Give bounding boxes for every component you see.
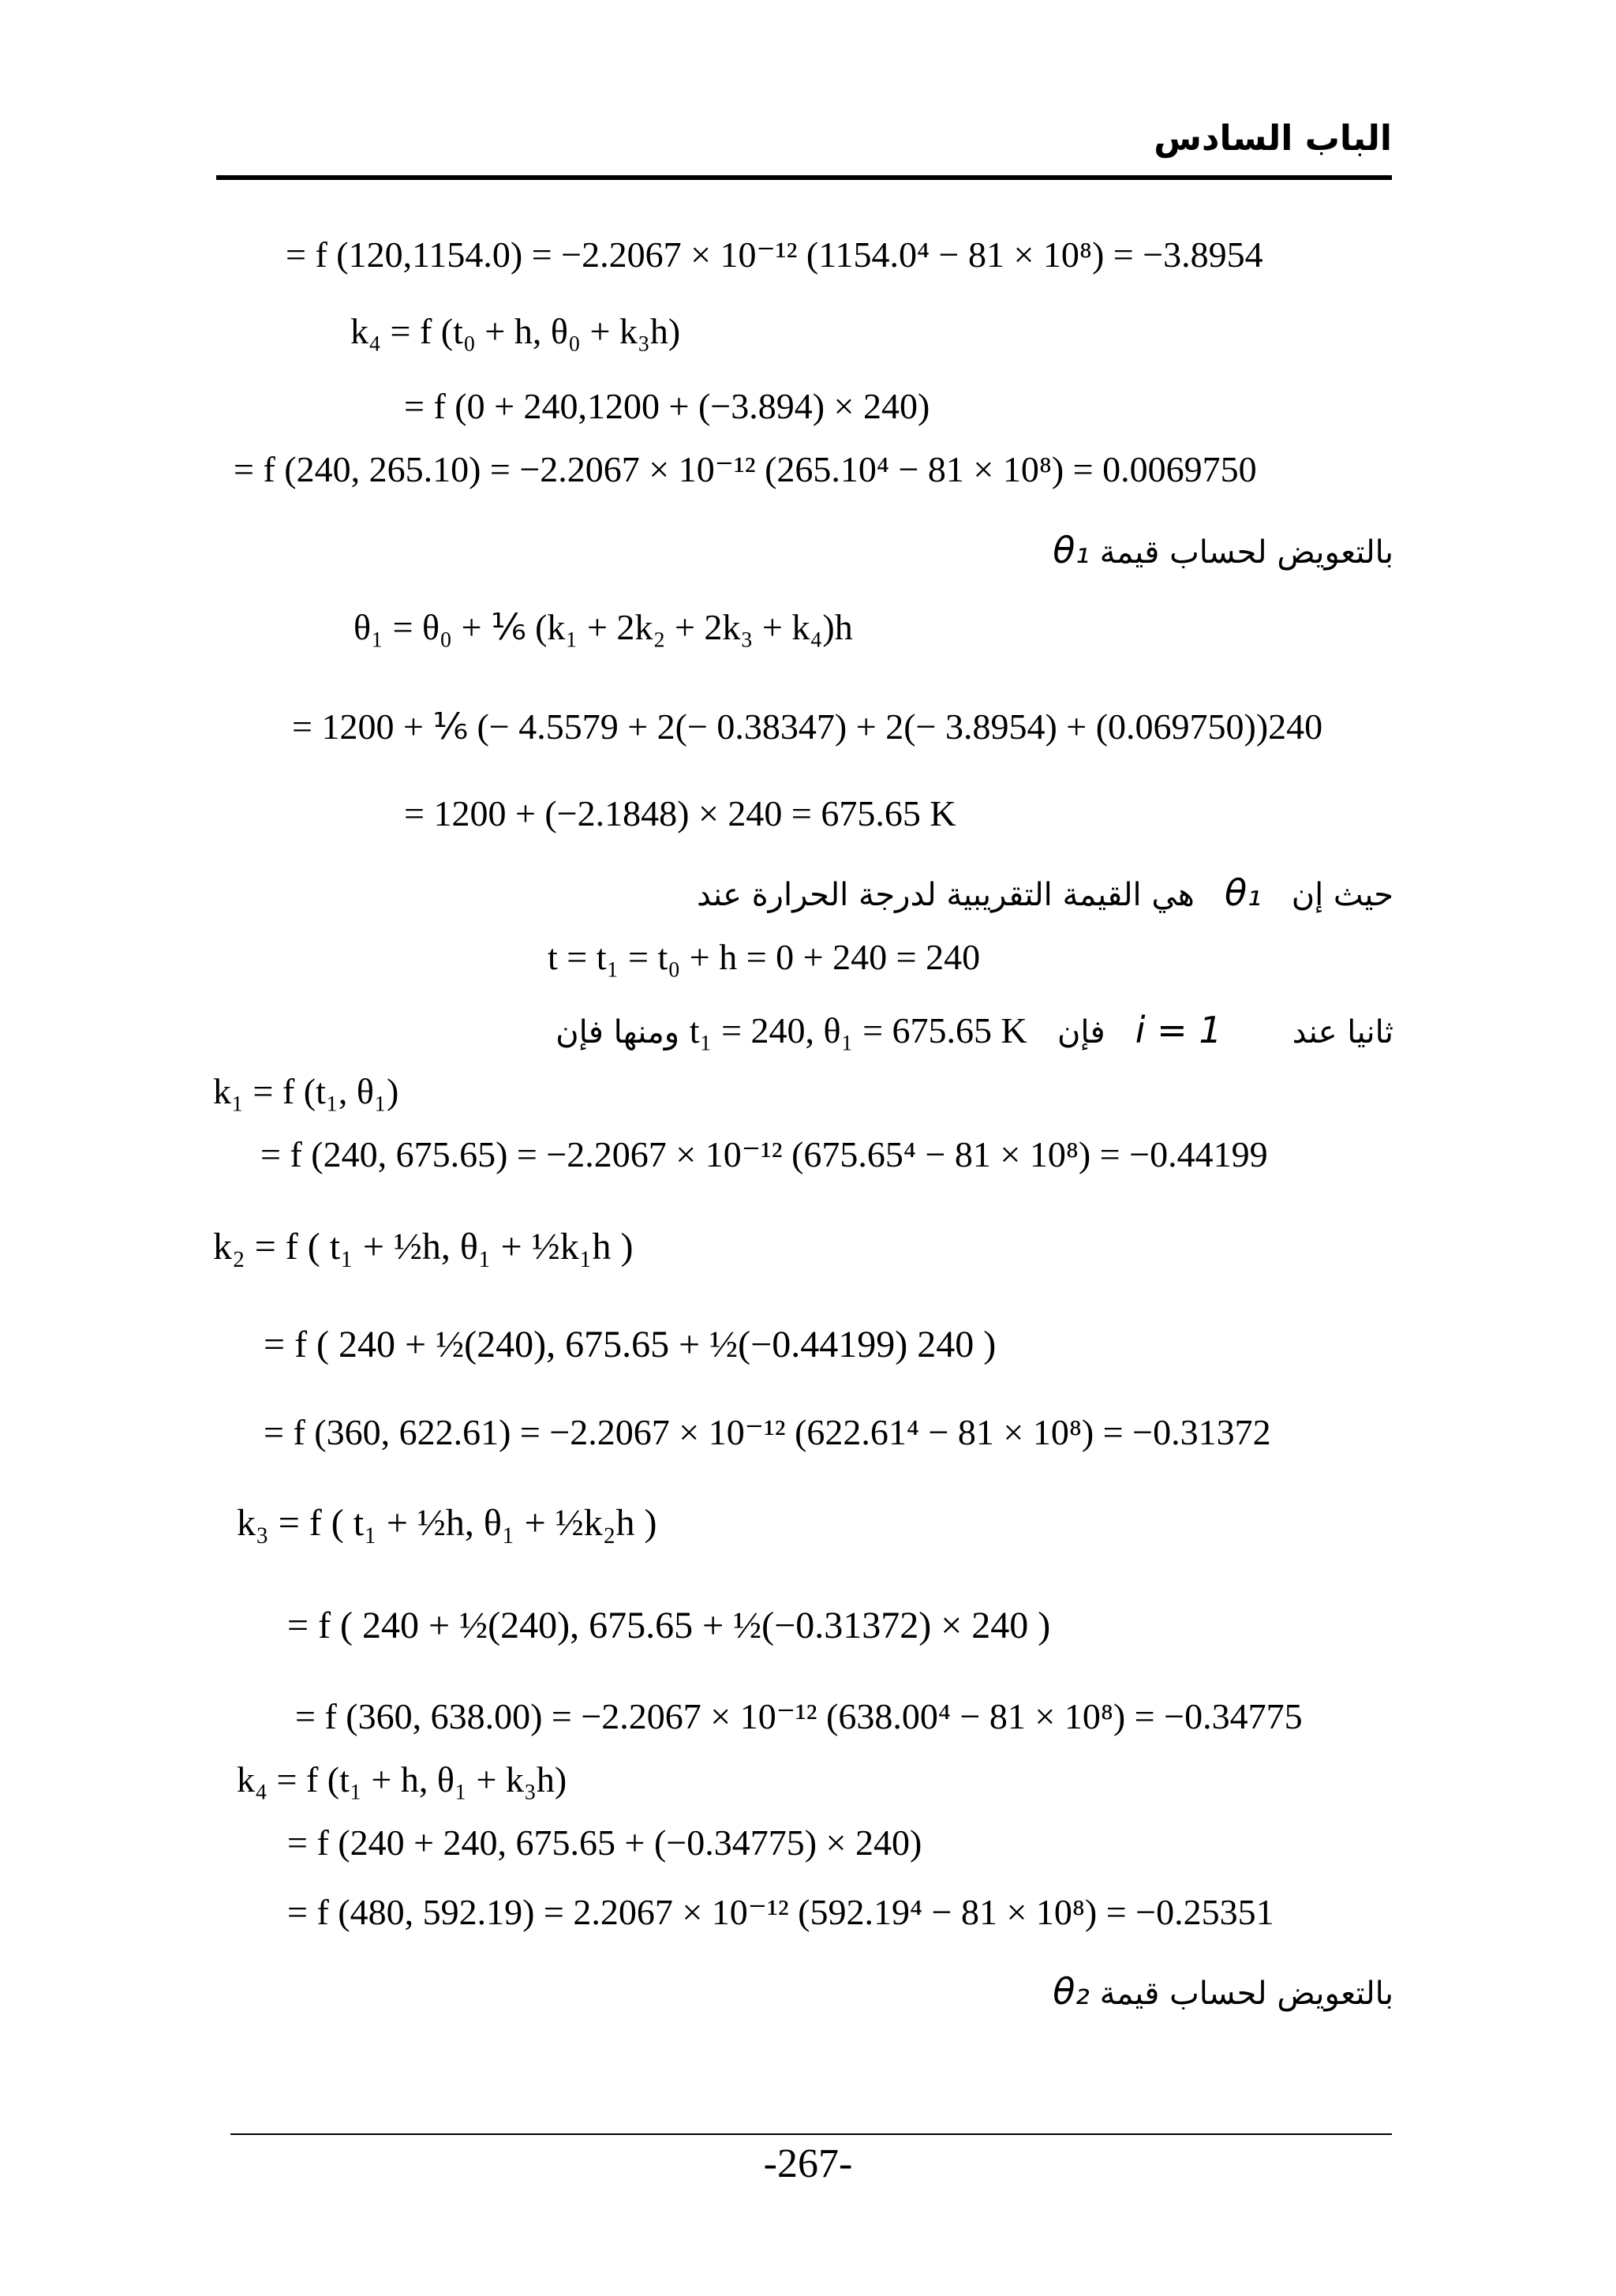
equation-line: = 1200 + ⅙ (− 4.5579 + 2(− 0.38347) + 2(− 3.8954) + (0.069750))240 [292, 706, 1323, 747]
arabic-phrase: بالتعويض لحساب قيمة [1099, 1976, 1393, 2012]
equation-line: = f (480, 592.19) = 2.2067 × 10⁻¹² (592.19⁴ − 81 × 10⁸) = −0.25351 [287, 1892, 1274, 1932]
theta-symbol: θ₂ [1053, 1970, 1090, 2013]
math-inline: i = 1 [1135, 1009, 1222, 1051]
arabic-phrase: حيث إن [1291, 877, 1393, 913]
equation-line: k₁ = f (t₁, θ₁) [213, 1071, 399, 1111]
equation-line: = 1200 + (−2.1848) × 240 = 675.65 K [404, 793, 956, 833]
arabic-text [556, 1009, 1393, 1051]
chapter-header: الباب السادس [1154, 118, 1392, 159]
equation-line: k₄ = f (t₁ + h, θ₁ + k₃h) [237, 1759, 567, 1800]
equation-line: = f (120,1154.0) = −2.2067 × 10⁻¹² (1154.0⁴ − 81 × 10⁸) = −3.8954 [286, 234, 1263, 275]
arabic-text [697, 871, 1393, 914]
equation-line: = f (240, 675.65) = −2.2067 × 10⁻¹² (675.65⁴ − 81 × 10⁸) = −0.44199 [260, 1134, 1268, 1174]
equation-line: = f ( 240 + ½(240), 675.65 + ½(−0.44199) 240 ) [264, 1324, 997, 1365]
header-rule [216, 175, 1392, 180]
equation-line: k₄ = f (t₀ + h, θ₀ + k₃h) [350, 311, 681, 351]
theta-symbol: θ₁ [1053, 529, 1090, 571]
equation-line: t = t₁ = t₀ + h = 0 + 240 = 240 [548, 937, 981, 977]
equation-line: = f (240, 265.10) = −2.2067 × 10⁻¹² (265.10⁴ − 81 × 10⁸) = 0.0069750 [234, 449, 1257, 489]
page-number: -267- [763, 2141, 853, 2186]
equation-line: = f (0 + 240,1200 + (−3.894) × 240) [404, 386, 930, 426]
equation-line: k₃ = f ( t₁ + ½h, θ₁ + ½k₂h ) [237, 1502, 657, 1544]
arabic-phrase: بالتعويض لحساب قيمة [1099, 534, 1393, 571]
equation-line: = f (240 + 240, 675.65 + (−0.34775) × 240) [287, 1822, 922, 1863]
arabic-phrase: فإن [1057, 1014, 1105, 1051]
arabic-phrase: ثانيا عند [1292, 1014, 1393, 1051]
math-inline: t₁ = 240, θ₁ = 675.65 K [689, 1010, 1027, 1051]
equation-line: = f (360, 638.00) = −2.2067 × 10⁻¹² (638.00⁴ − 81 × 10⁸) = −0.34775 [295, 1696, 1303, 1736]
theta-symbol: θ₁ [1224, 871, 1262, 914]
footer-rule [230, 2133, 1392, 2135]
arabic-text [1053, 529, 1393, 571]
equation-line: θ₁ = θ₀ + ⅙ (k₁ + 2k₂ + 2k₃ + k₄)h [354, 607, 853, 647]
equation-line: = f (360, 622.61) = −2.2067 × 10⁻¹² (622.61⁴ − 81 × 10⁸) = −0.31372 [264, 1412, 1271, 1452]
arabic-phrase: ومنها فإن [556, 1014, 680, 1051]
equation-line: k₂ = f ( t₁ + ½h, θ₁ + ½k₁h ) [213, 1226, 634, 1268]
arabic-text [1053, 1970, 1393, 2013]
equation-line: = f ( 240 + ½(240), 675.65 + ½(−0.31372) × 240 ) [287, 1605, 1051, 1646]
arabic-phrase: هي القيمة التقريبية لدرجة الحرارة عند [697, 877, 1195, 913]
